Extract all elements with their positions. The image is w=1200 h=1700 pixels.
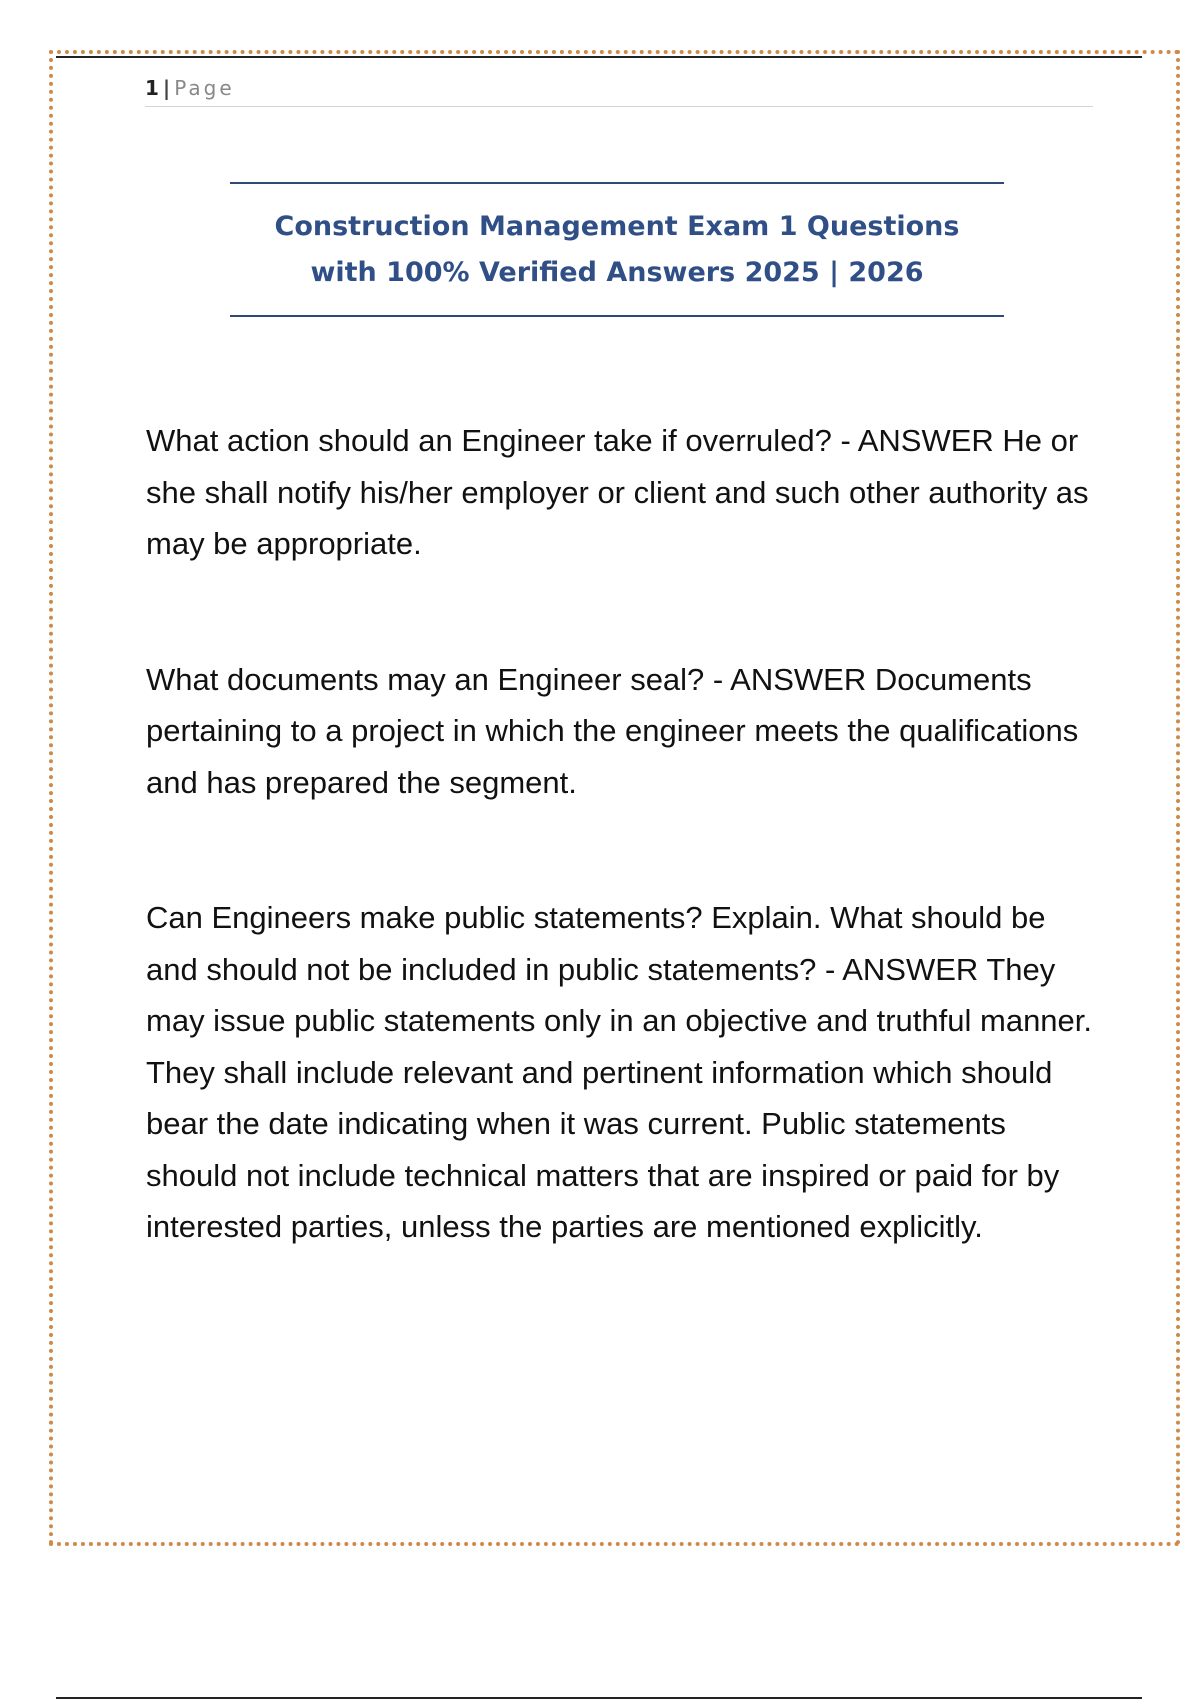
qa-item: Can Engineers make public statements? Explain. What should be and should not be included in public statements? - ANSWER They may issue public statements only in an objective and truthful manner. They shall include relevant and pertinent information which should bear the date indicating when it was current. Public statements should not include technical matters that are inspired or paid for by interested parties, unless the parties are mentioned explicitly. [146, 900, 1093, 1244]
page-number: 1 [145, 76, 159, 100]
top-rule [56, 56, 1142, 58]
document-title [230, 182, 1004, 317]
title-line-1: Construction Management Exam 1 Questions [274, 210, 960, 242]
qa-list [146, 415, 1096, 1337]
qa-item: What action should an Engineer take if overruled? - ANSWER He or she shall notify his/her employer or client and such other authority as may be appropriate. [146, 423, 1089, 561]
bottom-rule [56, 1697, 1142, 1699]
page-label: Page [174, 76, 235, 100]
qa-item: What documents may an Engineer seal? - ANSWER Documents pertaining to a project in which the engineer meets the qualifications and has prepared the segment. [146, 661, 1079, 800]
page-separator: | [162, 76, 171, 100]
page-header [145, 74, 1093, 107]
title-line-2: with 100% Verified Answers 2025 | 2026 [310, 256, 924, 288]
